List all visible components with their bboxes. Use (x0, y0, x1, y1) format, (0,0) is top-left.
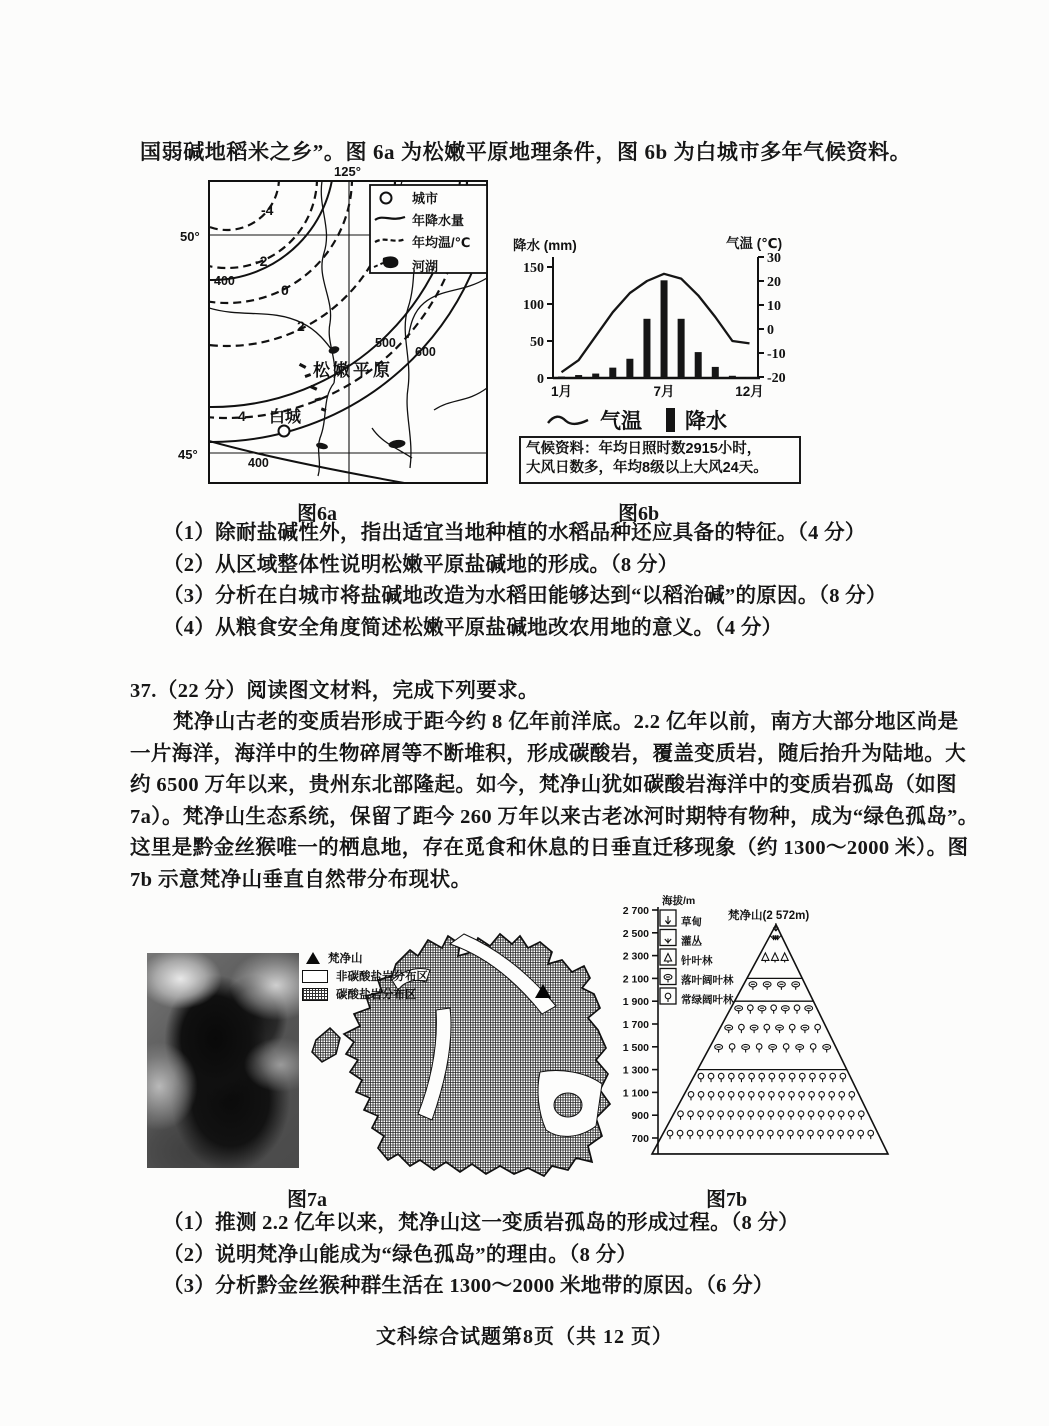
bar (626, 359, 633, 378)
axes (553, 257, 760, 378)
hatch-box-icon (302, 988, 328, 1001)
elevation-axis (623, 905, 658, 1154)
bar (661, 280, 668, 378)
climate-info-box (519, 436, 801, 484)
svg-text:700: 700 (631, 1133, 649, 1145)
bar (643, 319, 650, 378)
climate-legend-temp-label: 气温 (600, 410, 642, 433)
svg-text:1月: 1月 (551, 384, 573, 399)
mountain-triangle-icon (306, 952, 320, 964)
climate-legend-precip-label: 降水 (685, 410, 727, 433)
svg-text:10: 10 (767, 299, 781, 314)
legend-label: 灌丛 (681, 935, 702, 948)
vegetation-legend (660, 910, 734, 1006)
legend-label: 草甸 (681, 916, 702, 928)
legend-row-carbonate (302, 987, 428, 1001)
svg-text:2 100: 2 100 (622, 973, 649, 986)
question-item: （3）分析黔金丝猴种群生活在 1300～2000 米地带的原因。（6 分） (163, 1275, 774, 1297)
bar (678, 319, 685, 378)
svg-text:7月: 7月 (653, 384, 675, 399)
question37-items (163, 1208, 799, 1303)
svg-text:400: 400 (248, 456, 269, 470)
legend-label-lake: 河湖 (412, 259, 439, 274)
parallel-label-50: 50° (180, 229, 200, 244)
caption-6b: 图6b (618, 503, 660, 525)
white-box-icon (302, 970, 328, 983)
paragraph-line: 这里是黔金丝猴唯一的栖息地，存在觅食和休息的日垂直迁移现象（约 1300～2000 米）。图 (130, 837, 969, 859)
svg-text:0: 0 (767, 323, 774, 338)
question37-header: 37.（22 分）阅读图文材料，完成下列要求。 (130, 680, 539, 702)
temp-curve-icon (546, 412, 590, 428)
svg-text:150: 150 (523, 261, 544, 276)
svg-text:600: 600 (415, 345, 436, 359)
temp-axis-title: 气温 (℃) (726, 236, 783, 251)
question-item: （2）说明梵净山能成为“绿色孤岛”的理由。（8 分） (163, 1243, 638, 1266)
climate-info-line1: 气候资料：年均日照时数2915小时， (526, 441, 762, 457)
bar (712, 367, 719, 378)
paragraph-line: 梵净山古老的变质岩形成于距今约 8 亿年前洋底。2.2 亿年以前，南方大部分地区尚是 (173, 711, 959, 733)
caption-6a: 图6a (297, 503, 337, 525)
paragraph-line: 7a）。梵净山生态系统，保留了距今 260 万年以来古老冰河时期特有物种，成为“绿色孤岛”。 (130, 805, 979, 828)
bar (695, 352, 702, 378)
paragraph-line: 约 6500 万年以来，贵州东北部隆起。如今，梵净山犹如碳酸岩海洋中的变质岩孤岛（如图 (130, 774, 957, 796)
legend-label: 常绿阔叶林 (681, 994, 734, 1006)
question-item: （1）推测 2.2 亿年以来，梵净山这一变质岩孤岛的形成过程。（8 分） (163, 1212, 800, 1234)
svg-text:4: 4 (238, 408, 246, 424)
svg-text:-10: -10 (767, 347, 786, 362)
svg-text:20: 20 (767, 275, 781, 290)
page-footer: 文科综合试题第8页（共 12 页） (376, 1326, 673, 1348)
figure-6b-climate-chart (505, 233, 810, 405)
figure-6a-map (172, 158, 510, 503)
question-item: （4）从粮食安全角度简述松嫩平原盐碱地改农用地的意义。（4 分） (163, 616, 783, 639)
svg-text:30: 30 (767, 251, 781, 266)
legend-label: 梵净山 (328, 953, 363, 965)
svg-text:-20: -20 (767, 371, 786, 386)
svg-text:1 300: 1 300 (622, 1064, 649, 1077)
plain-label: 松嫩平原 (313, 361, 393, 380)
peak-label: 梵净山(2 572m) (728, 910, 810, 922)
question36-items (163, 518, 887, 644)
caption-7a: 图7a (287, 1189, 327, 1211)
paragraph-line: 一片海洋，海洋中的生物碎屑等不断堆积，形成碳酸岩，覆盖变质岩，随后抬升为陆地。大 (130, 742, 966, 765)
svg-text:900: 900 (631, 1110, 649, 1123)
svg-text:2: 2 (297, 318, 305, 334)
svg-text:-4: -4 (261, 202, 274, 218)
svg-text:0: 0 (281, 282, 289, 298)
legend-label: 非碳酸盐岩分布区 (336, 971, 428, 983)
question-item: （1）除耐盐碱性外，指出适宜当地种植的水稻品种还应具备的特征。（4 分） (163, 522, 866, 544)
svg-text:1 100: 1 100 (622, 1087, 649, 1100)
svg-text:50: 50 (530, 335, 544, 350)
bar (592, 374, 599, 378)
question-item: （2）从区域整体性说明松嫩平原盐碱地的形成。（8 分） (163, 553, 679, 576)
legend-label-precip: 年降水量 (412, 213, 465, 228)
elevation-axis-title: 海拔/m (662, 895, 696, 907)
svg-text:1 700: 1 700 (622, 1019, 649, 1031)
map-legend (370, 185, 487, 274)
legend-label: 针叶林 (681, 955, 713, 967)
lake-icon-blob (383, 256, 399, 268)
question37-paragraph (130, 707, 979, 896)
climate-plot (523, 251, 786, 399)
guizhou-west-piece (312, 1028, 340, 1062)
svg-text:400: 400 (214, 274, 235, 288)
city-label: 白城 (269, 409, 302, 426)
intro-line: 国弱碱地稻米之乡”。图 6a 为松嫩平原地理条件，图 6b 为白城市多年气候资料。 (140, 140, 912, 164)
climate-legend (546, 405, 727, 435)
parallel-label-45: 45° (178, 447, 198, 462)
paragraph-line: 7b 示意梵净山垂直自然带分布现状。 (130, 868, 472, 891)
svg-text:12月: 12月 (735, 384, 764, 399)
climate-info-line2: 大风日数多，年均8级以上大风24天。 (526, 460, 768, 476)
svg-text:1 900: 1 900 (622, 996, 649, 1009)
legend-label-city: 城市 (412, 191, 439, 206)
precip-axis-title: 降水 (mm) (513, 238, 577, 253)
svg-text:2 500: 2 500 (622, 927, 649, 940)
legend-label-temp: 年均温/℃ (412, 235, 471, 250)
bar (609, 368, 616, 378)
svg-text:1 500: 1 500 (622, 1041, 649, 1054)
bar (746, 377, 753, 378)
carbonate-island-se (554, 1093, 582, 1117)
legend-row-fanjingshan (302, 951, 428, 965)
figure-7b-vertical-zones (600, 893, 935, 1175)
legend-row-noncarbonate (302, 969, 428, 983)
city-marker (279, 426, 290, 437)
bar (729, 376, 736, 378)
precip-bar-icon (666, 408, 675, 432)
legend-label: 落叶阔叶林 (681, 974, 734, 987)
svg-text:0: 0 (537, 372, 544, 387)
svg-text:2 300: 2 300 (622, 950, 649, 963)
legend-label: 碳酸盐岩分布区 (336, 989, 417, 1001)
svg-text:-2: -2 (255, 253, 268, 269)
svg-text:2 700: 2 700 (622, 905, 649, 917)
bar (558, 377, 565, 378)
question-item: （3）分析在白城市将盐碱地改造为水稻田能够达到“以稻治碱”的原因。（8 分） (163, 585, 887, 607)
fanjingshan-satellite-photo (147, 953, 299, 1168)
figure7a-legend (302, 951, 428, 1001)
caption-7b: 图7b (706, 1189, 748, 1211)
temperature-line (562, 274, 750, 372)
bar (575, 375, 582, 378)
svg-text:500: 500 (375, 336, 396, 350)
meridian-label: 125° (334, 164, 361, 179)
x-axis-labels (551, 384, 764, 399)
svg-text:100: 100 (523, 298, 544, 313)
